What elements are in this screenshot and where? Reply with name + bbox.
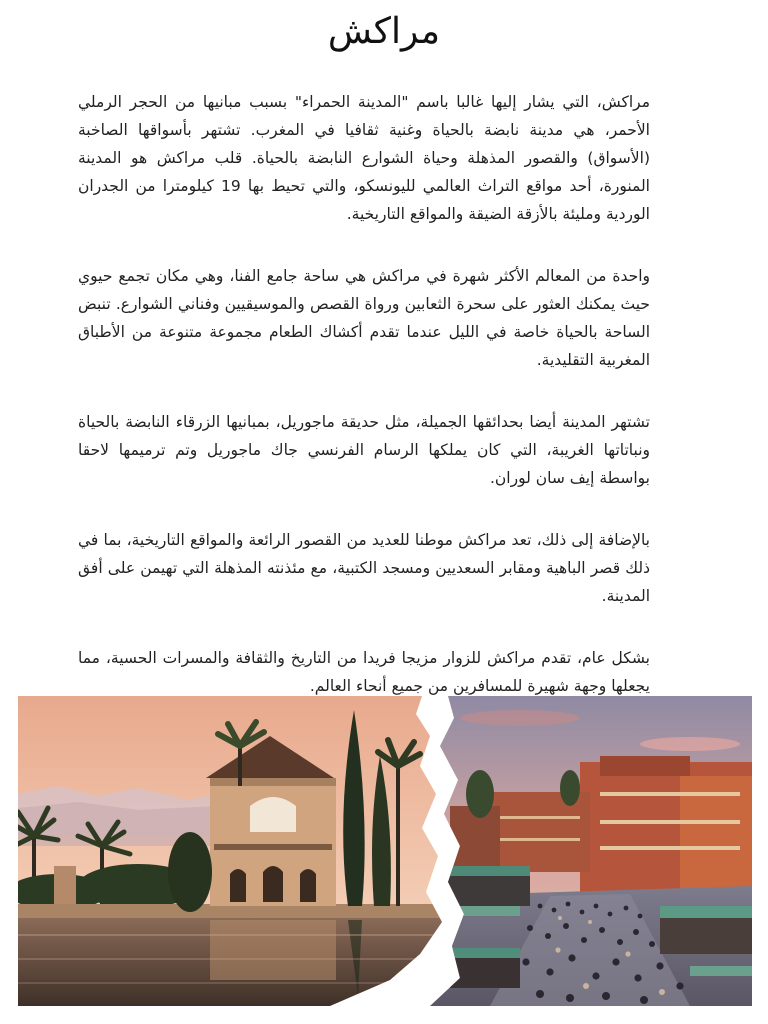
article-body (78, 88, 650, 734)
menara-pavilion-photo (18, 696, 452, 1006)
paragraph-1: مراكش، التي يشار إليها غالبا باسم "المدينة الحمراء" بسبب مبانيها من الحجر الرملي الأحمر، هي مدينة نابضة بالحياة وغنية ثقافيا في المغرب. تشتهر بأسواقها الصاخبة (الأسواق) والقصور المذهلة وحياة الشوارع النابضة بالحياة. قلب مراكش هو المدينة المنورة، أحد مواقع التراث العالمي لليونسكو، والتي تحيط بها 19 كيلومترا من الجدران الوردية ومليئة بالأزقة الضيقة والمواقع التاريخية. (78, 93, 650, 223)
paragraph-2: واحدة من المعالم الأكثر شهرة في مراكش هي ساحة جامع الفنا، وهي مكان تجمع حيوي حيث يمكنك العثور على سحرة الثعابين ورواة القصص والموسيقيين وفناني الشوارع. تنبض الساحة بالحياة خاصة في الليل عندما تقدم أكشاك الطعام مجموعة متنوعة من الأطباق المغربية التقليدية. (78, 267, 650, 369)
paragraph-4: بالإضافة إلى ذلك، تعد مراكش موطنا للعديد من القصور الرائعة والمواقع التاريخية، بما في ذلك قصر الباهية ومقابر السعديين ومسجد الكتبية، مع مئذنته المذهلة التي تهيمن على أفق المدينة. (78, 531, 650, 605)
photo-collage (18, 696, 752, 1006)
paragraph-3: تشتهر المدينة أيضا بحدائقها الجميلة، مثل حديقة ماجوريل، بمبانيها الزرقاء النابضة بالحياة ونباتاتها الغريبة، التي كان يملكها الرسام الفرنسي جاك ماجوريل وتم ترميمها لاحقا بواسطة إيف سان لوران. (78, 413, 650, 487)
page-title: مراكش (327, 11, 441, 52)
jemaa-el-fna-square-photo (430, 696, 752, 1006)
paragraph-5: بشكل عام، تقدم مراكش للزوار مزيجا فريدا من التاريخ والثقافة والمسرات الحسية، مما يجعلها وجهة شهيرة للمسافرين من جميع أنحاء العالم. (78, 649, 650, 695)
